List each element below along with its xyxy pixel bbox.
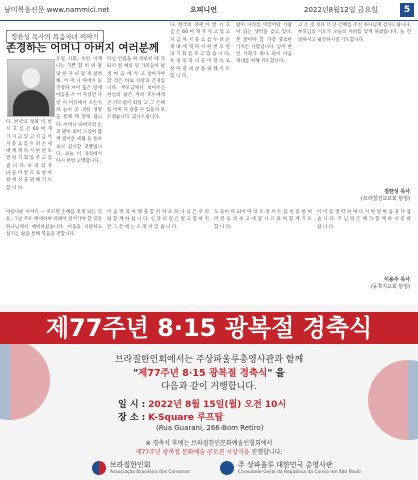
banner-intro: 브라질한인회에서는 주상파울루총영사관과 함께: [114, 355, 304, 365]
section-name: 오피니언: [190, 6, 218, 14]
page-header: [0, 0, 418, 21]
author2-affiliation: (동쪽지교회 담임): [370, 284, 410, 290]
article-column-4: 람이 나라를 이끌어갈 사람이 되는 생각을 갖고 있다. 본 받아야 할 가장 중요한 가치는 사랑입니다. 남미 한인 사회가 하나 되어 다음 세대를 위해 기도합니다.: [236, 23, 292, 65]
article-column-1b: 다. 한국의 경제 이 번 시 흐 름 은 60 여 개 가 지 고 있 고 지 금 까 지 풍 요 를 누 려 온 세 대 에 게 다 시 한 번 도 전 의 기 회 를 주 고 있 습 니 다. 우 리 의 자 녀 들 이 앞 으 로 살 아 갈 세 상 을 위 해 기 도 합 니 다.: [6, 120, 52, 191]
author-photo: [7, 59, 55, 117]
event-highlight: 제77주년 8·15 광복절 경축식: [138, 368, 268, 379]
article-column-5: 고 온 것 보다 더 큰 은혜를 주신 하나님께 감사드립니다. 부모님의 기도가 오늘의 저희를 있게 하였습니다. 늘 건강하시고 평안하시길 기도합니다.: [298, 23, 411, 43]
event-place: [118, 410, 223, 423]
date-value: 2022년 8월 15일(월) 오전 10시: [148, 400, 287, 410]
event-date: [118, 397, 286, 410]
article2-column-1: 아름다운 이야기 — 모르면 손해를 보게 되는 것들, 그날 주도 맹세하며 바래어 걸어가야 할 길을 하나님께서 예비하셨습니다. 이웃을 사랑하고 섬기는 삶을 통해 복음을 전합니다.: [6, 210, 102, 237]
banner-event-name: "제77주년 8·15 광복절 경축식" 을: [133, 368, 285, 379]
banner-title: 제77주년 8·15 광복절 경축식: [0, 312, 418, 344]
org-korean-association: 브라질한인회 Associação Brasileira dos Coreanos: [110, 461, 190, 475]
org-consulate: 주 상파울루 대한민국 총영사관 Consulado-Geral da República da Coreia em São Paulo: [238, 461, 361, 475]
article2-column-3: 도 들이 다 되어 아 잉 포 러 브 트 를 비 롯 한 여 러 분 들 의 수 고 에 감 사 드 리 며 함 께 기 도 합 니 다.: [214, 210, 312, 230]
series-title: 정찬성 목사의 목음자녀 이야기: [6, 30, 104, 43]
page-number: 5: [400, 3, 414, 17]
place-label: 장 소 :: [118, 413, 146, 423]
event-notice: ※ 경축식 후에는 브라질한인문화예술인협회에서 제77주년 광복절 문화예술 공모전 시상식을 진행합니다.: [135, 440, 283, 456]
author2-name: 이용주 목사: [384, 277, 410, 283]
site-name: 남미복음신문 www.nammici.net: [4, 6, 110, 14]
author-byline-2: [371, 276, 410, 290]
article2-column-2: 이 옵 면 의 여 행 을 할 지 라 도 하 나 님 은 우 리 와 함 께 하 십 니 다. 신 앙 의 길 은 멀 고 험 하 지 만 그 끝 에 는 소 망 이 있 습 니 다.: [107, 210, 209, 230]
consulate-emblem-icon: [220, 461, 234, 475]
banner-intro-end: 다음과 같이 거행합니다.: [161, 382, 257, 392]
notice-highlight: 제77주년 광복절 문화예술 공모전 시상식을: [135, 449, 250, 456]
korean-association-logo-icon: [92, 461, 106, 475]
author-affiliation: (브라질선교교회 담임): [361, 196, 410, 202]
article2-column-4: 이 이 를 생 각 하 며 다 시 한 번 마 음 을 다 잡 습 니 다. 주 님 의 은 혜 가 함 께 하 시 길 바 랍 니 다.: [317, 210, 411, 230]
place-value: K-Square 루프탑: [148, 413, 224, 423]
author-byline-1: [361, 188, 410, 202]
article-title: 존경하는 어머니 아버지 여러분께: [6, 42, 159, 54]
article-column-3: 다. 한국의 경제 이 번 시 흐 름 은 60 여 개 가 지 고 있 고 지 금 까 지 풍 요 를 누 려 온 세 대 에 게 다 시 한 번 도 전 의 기 회 를 주 고 있 습 니 다. 우 리 의 자 녀 들 이 앞 으 로 살 아 갈 세 상 을 위 해 기 도 합 니 다.: [170, 23, 230, 80]
date-label: 일 시 :: [118, 400, 146, 410]
author-name: 정찬성 목사: [384, 189, 410, 195]
issue-date: 2022년8월12일 금요일: [304, 6, 378, 14]
article-column-2: 다닌 안집을 허 락하신 때 가 되기 전 예의 된 가족들이 평 생 마 음 에 두 고 살아가야 할 것은 바로 사랑과 존경입니다. 부모님께서 보여주신 헌신의 삶은 저희 모두에게 큰 가르침이 되었 고 그 은혜를 어찌 다 갚을 수 있을지 모르겠습니다. 감사드립니다.: [107, 57, 165, 121]
article-column-1: 유럽 사회, 우리 이계 나는 기쁜 함 히 위 당 당 한 자 녀 답 게 살려 해. 어 머 니 아버지 늘 건강하 셔서 옳은 일에 마음을 쓰 어 주셨던 사랑 이 어디에서 오는지 하 늘이 준 귀한 생명 을 통해 깨 닫게 됩니다. 어머니 아버지의 손과 발이 되어 드리며 함께 걸어온 세월 을 돌아보니 감사할 것뿐입니다. 오늘 이 자리에서 다시 한번 고백합니다.: [56, 57, 102, 165]
event-address: (Rua Guarani, 266-Bom Retiro): [156, 424, 264, 432]
